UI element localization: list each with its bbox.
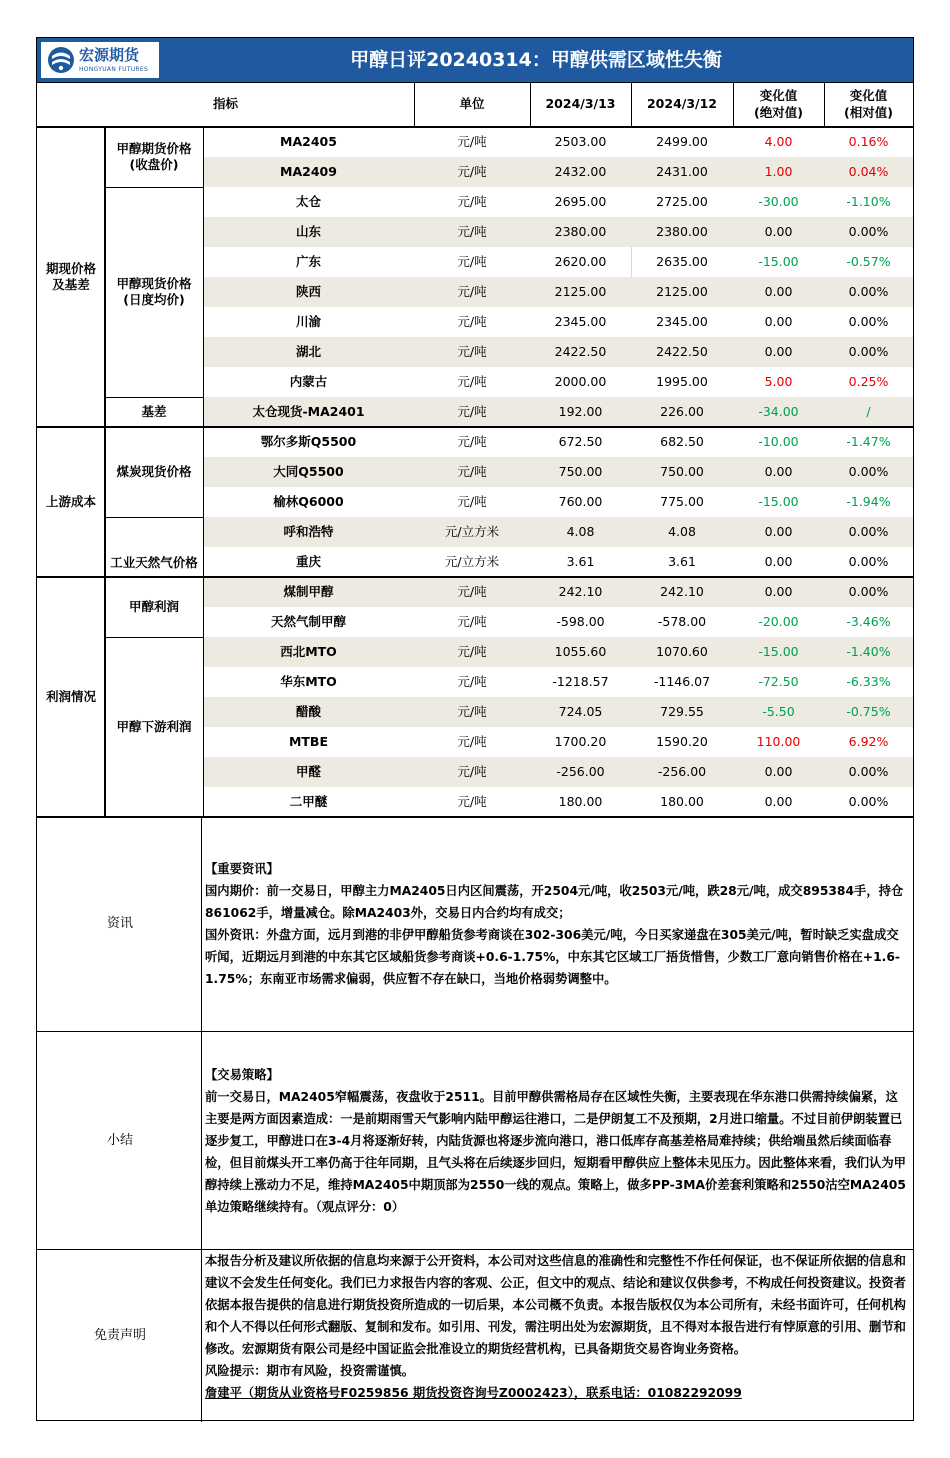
row-indicator-name: 西北MTO [280, 643, 337, 659]
row-indicator-name: 川渝 [295, 313, 321, 329]
row-indicator-name: 大同Q5500 [273, 463, 344, 479]
row-unit: 元/吨 [457, 733, 487, 749]
row-unit: 元/吨 [457, 223, 487, 239]
row-value-date2: 729.55 [660, 703, 704, 719]
row-value-date2: 750.00 [660, 463, 704, 479]
row-change-relative: 0.00% [848, 223, 889, 239]
row-indicator-name: 重庆 [295, 553, 321, 569]
row-value-date1: 2380.00 [554, 223, 607, 239]
row-value-date1: 180.00 [558, 793, 603, 809]
row-unit: 元/立方米 [444, 523, 500, 539]
row-value-date2: 2345.00 [656, 313, 708, 329]
row-value-date2: 2499.00 [656, 133, 708, 149]
divider [105, 637, 203, 638]
row-indicator-name: 呼和浩特 [283, 523, 334, 539]
row-change-absolute: 0.00 [764, 523, 793, 539]
divider [530, 82, 531, 127]
row-unit: 元/吨 [457, 673, 487, 689]
row-indicator-name: 广东 [295, 253, 321, 269]
row-value-date2: 1070.60 [656, 643, 708, 659]
row-change-absolute: 110.00 [756, 733, 801, 749]
subgroup-label-s5: 工业天然气价格 [110, 554, 198, 570]
column-header-date1: 2024/3/13 [545, 96, 616, 112]
row-value-date1: 2695.00 [554, 193, 607, 209]
logo [41, 42, 159, 78]
summary-title: 【交易策略】 [205, 1068, 279, 1082]
row-indicator-name: 陕西 [295, 283, 321, 299]
row-change-relative: -3.46% [846, 613, 891, 629]
row-change-absolute: 5.00 [764, 373, 793, 389]
row-indicator-name: 榆林Q6000 [273, 493, 344, 509]
divider [414, 82, 415, 127]
row-change-absolute: 0.00 [764, 283, 793, 299]
row-change-absolute: -20.00 [758, 613, 799, 629]
subgroup-label-s1: 甲醇期货价格 (收盘价) [116, 140, 192, 172]
row-change-absolute: -15.00 [758, 253, 799, 269]
row-change-relative: -0.75% [846, 703, 891, 719]
group-label-g3: 利润情况 [45, 688, 96, 704]
title-bar [37, 38, 913, 82]
row-indicator-name: MA2409 [280, 163, 337, 179]
row-value-date1: 192.00 [558, 403, 603, 419]
row-unit: 元/吨 [457, 613, 487, 629]
row-value-date2: 242.10 [660, 583, 704, 599]
row-indicator-name: MTBE [288, 733, 329, 749]
divider [37, 426, 913, 428]
row-change-relative: 0.00% [848, 553, 889, 569]
row-value-date2: 1590.20 [656, 733, 708, 749]
row-value-date1: -256.00 [556, 763, 605, 779]
row-value-date2: 226.00 [660, 403, 704, 419]
row-change-relative: 0.00% [848, 463, 889, 479]
row-indicator-name: 太仓现货-MA2401 [252, 403, 365, 419]
row-value-date1: 1700.20 [554, 733, 607, 749]
row-change-absolute: 0.00 [764, 463, 793, 479]
row-indicator-name: 内蒙古 [289, 373, 328, 389]
row-indicator-name: 天然气制甲醇 [270, 613, 346, 629]
subgroup-label-s3: 基差 [141, 403, 167, 419]
row-value-date2: 2422.50 [656, 343, 708, 359]
row-value-date2: 180.00 [660, 793, 704, 809]
row-value-date1: 4.08 [566, 523, 595, 539]
row-value-date1: 750.00 [558, 463, 603, 479]
row-value-date1: 2422.50 [554, 343, 607, 359]
row-unit: 元/吨 [457, 283, 487, 299]
row-change-relative: 0.00% [848, 283, 889, 299]
row-change-absolute: 0.00 [764, 223, 793, 239]
row-change-relative: 0.00% [848, 523, 889, 539]
divider [105, 517, 203, 518]
row-change-absolute: -34.00 [758, 403, 799, 419]
row-change-absolute: -5.50 [762, 703, 795, 719]
row-change-absolute: 0.00 [764, 313, 793, 329]
row-change-relative: -1.47% [846, 433, 891, 449]
divider [105, 397, 203, 398]
row-value-date2: 2125.00 [656, 283, 708, 299]
divider [203, 127, 204, 817]
disclaimer-content [205, 1250, 909, 1404]
risk-warning: 风险提示：期市有风险，投资需谨慎。 [205, 1364, 415, 1378]
news-title: 【重要资讯】 [205, 862, 279, 876]
row-change-absolute: 0.00 [764, 343, 793, 359]
row-unit: 元/吨 [457, 703, 487, 719]
row-value-date1: 2125.00 [554, 283, 607, 299]
row-unit: 元/吨 [457, 463, 487, 479]
row-change-relative: 6.92% [848, 733, 889, 749]
row-value-date2: 1995.00 [656, 373, 708, 389]
divider [105, 187, 203, 188]
row-value-date1: 2000.00 [554, 373, 607, 389]
row-value-date2: 3.61 [668, 553, 696, 569]
row-change-absolute: -72.50 [758, 673, 799, 689]
divider [104, 127, 106, 817]
summary-strategy: 前一交易日，MA2405窄幅震荡，夜盘收于2511。目前甲醇供需格局存在区域性失衡，主要表现在华东港口供需持续偏紧，这主要是两方面因素造成：一是前期雨雪天气影响内陆甲醇运往港口，二是伊朗复工不及预期，2月进口缩量。不过目前伊朗装置已逐步复工，甲醇进口在3-4月将逐渐好转，内陆货源也将逐步流向港口，港口低库存高基差格局难持续；供给端虽然后续面临春检，但目前煤头开工率仍高于往年同期，且气头将在后续逐步回归，短期看甲醇供应上整体未见压力。因此整体来看，我们认为甲醇持续上涨动力不足，维持MA2405中期顶部为2550一线的观点。策略上，做多PP-3MA价差套利策略和2550沽空MA2405单边策略继续持有。（观点评分：0） [205, 1090, 906, 1214]
row-value-date2: -1146.07 [653, 673, 711, 689]
row-value-date1: 2432.00 [554, 163, 607, 179]
divider [631, 82, 632, 127]
row-value-date2: -256.00 [657, 763, 707, 779]
hongyuan-logo-icon [47, 46, 75, 74]
row-indicator-name: 鄂尔多斯Q5500 [260, 433, 357, 449]
subgroup-label-s7: 甲醇下游利润 [116, 718, 192, 734]
row-value-date1: 724.05 [558, 703, 603, 719]
row-change-absolute: 0.00 [764, 793, 793, 809]
row-value-date1: 3.61 [566, 553, 595, 569]
group-label-g2: 上游成本 [45, 493, 96, 509]
column-header-indicator: 指标 [212, 96, 238, 112]
row-value-date2: 2635.00 [656, 253, 708, 269]
news-content [205, 858, 909, 990]
row-value-date1: -598.00 [556, 613, 605, 629]
row-indicator-name: 太仓 [295, 193, 321, 209]
row-change-absolute: 1.00 [764, 163, 793, 179]
row-change-relative: -1.10% [846, 193, 891, 209]
divider [631, 247, 632, 277]
row-unit: 元/吨 [457, 643, 487, 659]
row-indicator-name: 醋酸 [295, 703, 321, 719]
divider [37, 576, 913, 578]
row-unit: 元/吨 [457, 253, 487, 269]
divider [733, 82, 734, 127]
row-value-date1: 2345.00 [554, 313, 607, 329]
row-change-relative: 0.00% [848, 313, 889, 329]
summary-content [205, 1064, 909, 1218]
column-header-date2: 2024/3/12 [646, 96, 717, 112]
logo-english-name: HONGYUAN FUTURES [79, 66, 149, 73]
row-indicator-name: MA2405 [280, 133, 337, 149]
row-change-absolute: 0.00 [764, 583, 793, 599]
column-header-chg-abs: 变化值 (绝对值) [754, 88, 803, 120]
row-value-date1: 2503.00 [554, 133, 607, 149]
row-change-absolute: -30.00 [758, 193, 799, 209]
row-indicator-name: 煤制甲醇 [283, 583, 334, 599]
subgroup-label-s6: 甲醇利润 [128, 598, 179, 614]
row-indicator-name: 湖北 [295, 343, 321, 359]
row-change-absolute: -15.00 [758, 493, 799, 509]
row-unit: 元/吨 [457, 313, 487, 329]
subgroup-label-s2: 甲醇现货价格 (日度均价) [116, 275, 192, 307]
row-indicator-name: 甲醛 [295, 763, 321, 779]
row-indicator-name: 山东 [295, 223, 321, 239]
row-value-date1: 242.10 [558, 583, 603, 599]
row-unit: 元/吨 [457, 763, 487, 779]
row-indicator-name: 二甲醚 [289, 793, 328, 809]
row-change-relative: -1.40% [846, 643, 891, 659]
row-unit: 元/吨 [457, 373, 487, 389]
row-value-date2: -578.00 [657, 613, 707, 629]
row-change-relative: 0.00% [848, 793, 889, 809]
row-value-date1: 2620.00 [554, 253, 607, 269]
group-label-g1: 期现价格 及基差 [45, 260, 96, 292]
subgroup-label-s4: 煤炭现货价格 [116, 463, 192, 479]
row-change-relative: -0.57% [846, 253, 891, 269]
row-indicator-name: 华东MTO [280, 673, 337, 689]
column-header-chg-rel: 变化值 (相对值) [844, 88, 893, 120]
row-change-relative: / [866, 403, 871, 419]
row-change-absolute: 0.00 [764, 553, 793, 569]
row-change-relative: 0.04% [848, 163, 889, 179]
disclaimer-label: 免责声明 [93, 1327, 146, 1343]
row-change-absolute: -15.00 [758, 643, 799, 659]
logo-chinese-name: 宏源期货 [79, 46, 140, 64]
row-unit: 元/吨 [457, 403, 487, 419]
row-change-relative: 0.00% [848, 763, 889, 779]
news-domestic: 国内期价：前一交易日，甲醇主力MA2405日内区间震荡，开2504元/吨，收2503元/吨，跌28元/吨，成交895384手，持仓861062手，增量减仓。除MA2403外，交易日内合约均有成交； [205, 884, 904, 920]
analyst-contact: 詹建平（期货从业资格号F0259856 期货投资咨询号Z0002423），联系电话：01082292099 [205, 1386, 742, 1400]
row-change-relative: -6.33% [846, 673, 891, 689]
row-value-date1: -1218.57 [552, 673, 609, 689]
row-value-date2: 2725.00 [656, 193, 708, 209]
divider [824, 82, 825, 127]
report-sheet [36, 37, 914, 1421]
row-value-date2: 775.00 [660, 493, 704, 509]
row-change-absolute: 0.00 [764, 763, 793, 779]
news-overseas: 国外资讯：外盘方面，远月到港的非伊甲醇船货参考商谈在302-306美元/吨，今日买家递盘在305美元/吨，暂时缺乏实盘成交听闻，近期远月到港的中东其它区域船货参考商谈+0.6-1.75%，中东其它区域工厂捂货惜售，少数工厂意向销售价格在+1.6-1.75%；东南亚市场需求偏弱，供应暂不存在缺口，当地价格弱势调整中。 [205, 928, 900, 986]
row-unit: 元/吨 [457, 433, 487, 449]
row-change-relative: 0.00% [848, 343, 889, 359]
row-change-absolute: 4.00 [764, 133, 793, 149]
summary-label: 小结 [106, 1132, 133, 1148]
row-unit: 元/吨 [457, 133, 487, 149]
row-value-date2: 2380.00 [656, 223, 708, 239]
row-change-absolute: -10.00 [758, 433, 799, 449]
row-unit: 元/吨 [457, 193, 487, 209]
column-header-unit: 单位 [459, 96, 485, 112]
divider [37, 126, 913, 128]
row-change-relative: 0.25% [848, 373, 889, 389]
row-value-date1: 672.50 [558, 433, 603, 449]
row-change-relative: 0.00% [848, 583, 889, 599]
row-change-relative: 0.16% [848, 133, 889, 149]
row-value-date2: 2431.00 [656, 163, 708, 179]
row-unit: 元/吨 [457, 343, 487, 359]
disclaimer-text: 本报告分析及建议所依据的信息均来源于公开资料，本公司对这些信息的准确性和完整性不作任何保证，也不保证所依据的信息和建议不会发生任何变化。我们已力求报告内容的客观、公正，但文中的观点、结论和建议仅供参考，不构成任何投资建议。投资者依据本报告提供的信息进行期货投资所造成的一切后果，本公司概不负责。本报告版权仅为本公司所有，未经书面许可，任何机构和个人不得以任何形式翻版、复制和发布。如引用、刊发，需注明出处为宏源期货，且不得对本报告进行有悖原意的引用、删节和修改。宏源期货有限公司是经中国证监会批准设立的期货经营机构，已具备期货交易咨询业务资格。 [205, 1254, 906, 1356]
row-value-date1: 760.00 [558, 493, 603, 509]
page-title: 甲醇日评20240314：甲醇供需区域性失衡 [350, 49, 722, 71]
row-unit: 元/立方米 [444, 553, 500, 569]
row-unit: 元/吨 [457, 793, 487, 809]
divider [37, 82, 913, 83]
row-change-relative: -1.94% [846, 493, 891, 509]
row-value-date1: 1055.60 [554, 643, 607, 659]
row-value-date2: 682.50 [660, 433, 704, 449]
news-label: 资讯 [106, 915, 133, 931]
row-value-date2: 4.08 [668, 523, 696, 539]
row-unit: 元/吨 [457, 163, 487, 179]
row-unit: 元/吨 [457, 493, 487, 509]
row-unit: 元/吨 [457, 583, 487, 599]
